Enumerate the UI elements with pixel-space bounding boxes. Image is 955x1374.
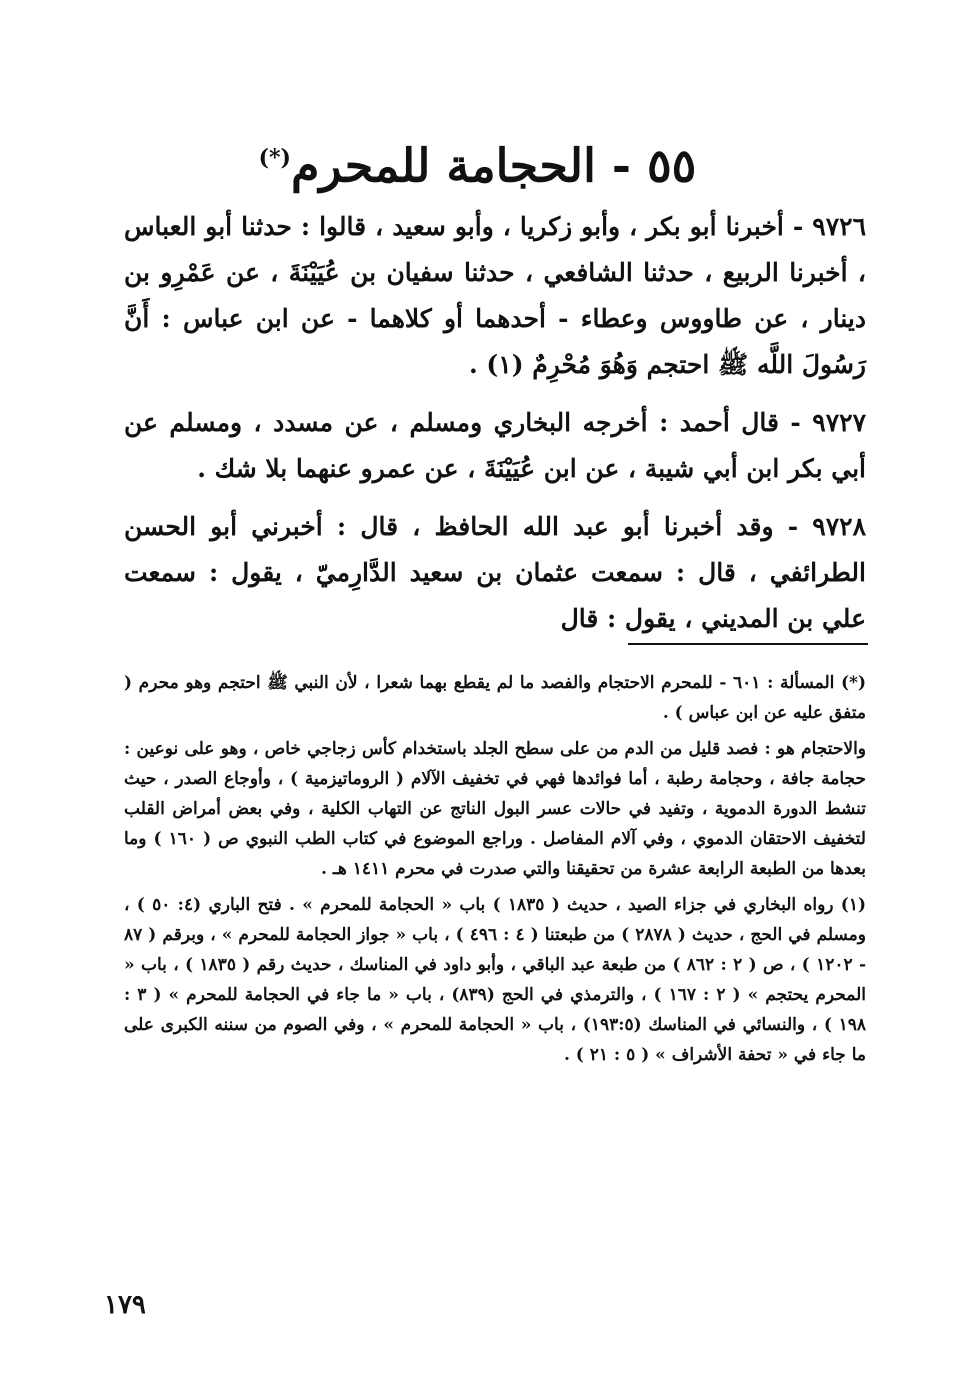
- title-footnote-mark: (*): [258, 145, 291, 171]
- hadith-paragraph-9726: ٩٧٢٦ - أخبرنا أبو بكر ، وأبو زكريا ، وأبو سعيد ، قالوا : حدثنا أبو العباس ، أخبرنا الربيع ، حدثنا الشافعي ، حدثنا سفيان بن عُيَيْنَةَ ، عن عَمْرِو بن دينار ، عن طاووس وعطاء - أحدهما أو كلاهما - عن ابن عباس : أَنَّ رَسُولَ اللَّه ﷺ احتجم وَهُوَ مُحْرِمٌ (١) .: [124, 212, 866, 379]
- footnote-separator: [628, 643, 868, 645]
- main-text: [124, 204, 866, 654]
- footnote-issue: (*) المسألة : ٦٠١ - للمحرم الاحتجام والفصد ما لم يقطع بهما شعرا ، لأن النبي ﷺ احتجم وهو محرم ( متفق عليه عن ابن عباس ) .: [124, 673, 866, 723]
- footnotes: [124, 668, 866, 1076]
- hadith-paragraph-9727: ٩٧٢٧ - قال أحمد : أخرجه البخاري ومسلم ، عن مسدد ، ومسلم عن أبي بكر ابن أبي شيبة ، عن ابن عُيَيْنَةَ ، عن عمرو عنهما بلا شك .: [124, 408, 866, 483]
- hadith-paragraph-9728: ٩٧٢٨ - وقد أخبرنا أبو عبد الله الحافظ ، قال : أخبرني أبو الحسن الطرائفي ، قال : سمعت عثمان بن سعيد الدَّارِميّ ، يقول : سمعت علي بن المديني ، يقول : قال: [124, 512, 866, 633]
- chapter-title: [0, 128, 955, 195]
- footnote-explanation: والاحتجام هو : فصد قليل من الدم من على سطح الجلد باستخدام كأس زجاجي خاص ، وهو على نوعين : حجامة جافة ، وحجامة رطبة ، أما فوائدها فهي في تخفيف الآلام ( الروماتيزمية ) ، وأوجاع الصدر ، حيث تنشط الدورة الدموية ، وتفيد في حالات عسر البول الناتج عن التهاب الكلية ، وفي بعض أمراض القلب لتخفيف الاحتقان الدموي ، وفي آلام المفاصل . وراجع الموضوع في كتاب الطب النبوي ص ( ١٦٠ ) وما بعدها من الطبعة الرابعة عشرة من تحقيقنا والتي صدرت في محرم ١٤١١ هـ .: [124, 739, 866, 879]
- chapter-title-text: ٥٥ - الحجامة للمحرم: [290, 138, 697, 193]
- footnote-1: (١) رواه البخاري في جزاء الصيد ، حديث ( ١٨٣٥ ) باب « الحجامة للمحرم » . فتح الباري (٤: ٥٠ ) ، ومسلم في الحج ، حديث ( ٢٨٧٨ ) من طبعتنا ( ٤ : ٤٩٦ ) ، باب « جواز الحجامة للمحرم » ، وبرقم ( ٨٧ - ١٢٠٢ ) ، ص ( ٢ : ٨٦٢ ) من طبعة عبد الباقي ، وأبو داود في المناسك ، حديث رقم ( ١٨٣٥ ) ، باب « المحرم يحتجم » ( ٢ : ١٦٧ ) ، والترمذي في الحج (٨٣٩) ، باب « ما جاء في الحجامة للمحرم » ( ٣ : ١٩٨ ) ، والنسائي في المناسك (١٩٣:٥) ، باب « الحجامة للمحرم » ، وفي الصوم من سننه الكبرى على ما جاء في « تحفة الأشراف » ( ٥ : ٢١ ) .: [124, 895, 867, 1065]
- page-number: ١٧٩: [104, 1290, 146, 1320]
